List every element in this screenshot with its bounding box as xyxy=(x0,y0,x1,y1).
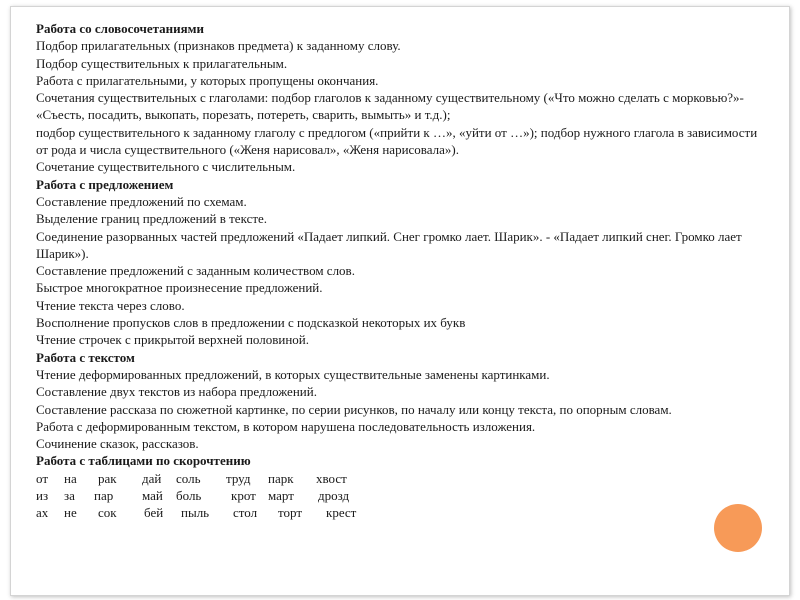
table-cell: стол xyxy=(233,505,258,521)
table-row xyxy=(36,470,761,487)
text-line: Выделение границ предложений в тексте. xyxy=(36,211,268,227)
slide xyxy=(10,6,790,596)
section-heading-text: Работа с текстом xyxy=(36,349,135,365)
table-cell: крот xyxy=(231,488,256,504)
section-heading-speed-reading: Работа с таблицами по скорочтению xyxy=(36,453,251,469)
table-cell: крест xyxy=(326,505,357,521)
table-cell: пыль xyxy=(181,505,210,521)
table-cell: от xyxy=(36,470,49,486)
table-cell: не xyxy=(64,505,77,521)
text-line: Составление предложений по схемам. xyxy=(36,193,247,209)
table-cell: соль xyxy=(176,470,201,486)
table-cell: торт xyxy=(278,505,303,521)
text-line: Сочетания существительных с глаголами: подбор глаголов к заданному существительному («Что можно сделать с морковью?»- «Съесть, посадить, выкопать, порезать, потереть, сварить, вымыть» и т.д.); xyxy=(36,90,744,123)
table-row xyxy=(36,504,761,521)
speed-reading-table xyxy=(36,470,761,522)
table-cell: дрозд xyxy=(318,488,350,504)
text-line: Работа с деформированным текстом, в котором нарушена последовательность изложения. xyxy=(36,418,536,434)
text-line: Подбор существительных к прилагательным. xyxy=(36,55,288,71)
table-cell: парк xyxy=(268,470,294,486)
section-heading-phrases: Работа со словосочетаниями xyxy=(36,21,205,36)
table-row xyxy=(36,487,761,504)
table-cell: за xyxy=(64,488,75,504)
table-cell: труд xyxy=(226,470,251,486)
text-line: Сочетание существительного с числительным. xyxy=(36,159,296,175)
text-line: Быстрое многократное произнесение предложений. xyxy=(36,280,323,296)
decorative-circle xyxy=(714,504,762,552)
text-line: Сочинение сказок, рассказов. xyxy=(36,436,199,452)
text-line: Составление предложений с заданным количеством слов. xyxy=(36,263,355,279)
table-cell: май xyxy=(142,488,163,504)
text-line: Составление двух текстов из набора предложений. xyxy=(36,384,317,400)
text-line: Соединение разорванных частей предложений «Падает липкий. Снег громко лает. Шарик». - «Падает липкий снег. Громко лает Шарик»). xyxy=(36,228,742,261)
table-cell: сок xyxy=(98,505,117,521)
text-line: Чтение текста через слово. xyxy=(36,297,185,313)
table-cell: хвост xyxy=(316,470,347,486)
table-cell: март xyxy=(268,488,294,504)
text-line: Чтение строчек с прикрытой верхней половиной. xyxy=(36,332,309,348)
text-line: Чтение деформированных предложений, в которых существительные заменены картинками. xyxy=(36,366,550,382)
text-line: Восполнение пропусков слов в предложении с подсказкой некоторых их букв xyxy=(36,315,466,331)
table-cell: бей xyxy=(144,505,164,521)
slide-content xyxy=(36,20,761,522)
table-cell: на xyxy=(64,470,77,486)
section-heading-sentence: Работа с предложением xyxy=(36,176,174,192)
table-cell: ах xyxy=(36,505,49,521)
text-line: подбор существительного к заданному глаголу с предлогом («прийти к …», «уйти от …»); подбор нужного глагола в зависимости от рода и числа существительного («Женя нарисовал», «Женя нарисовала»). xyxy=(36,124,758,158)
table-cell: пар xyxy=(94,488,114,504)
table-cell: из xyxy=(36,488,49,504)
table-cell: боль xyxy=(176,488,202,504)
table-cell: дай xyxy=(142,470,162,486)
text-line: Подбор прилагательных (признаков предмета) к заданному слову. xyxy=(36,38,401,54)
text-line: Работа с прилагательными, у которых пропущены окончания. xyxy=(36,72,379,88)
text-line: Составление рассказа по сюжетной картинке, по серии рисунков, по началу или концу текста, по опорным словам. xyxy=(36,401,672,417)
table-cell: рак xyxy=(98,470,117,486)
